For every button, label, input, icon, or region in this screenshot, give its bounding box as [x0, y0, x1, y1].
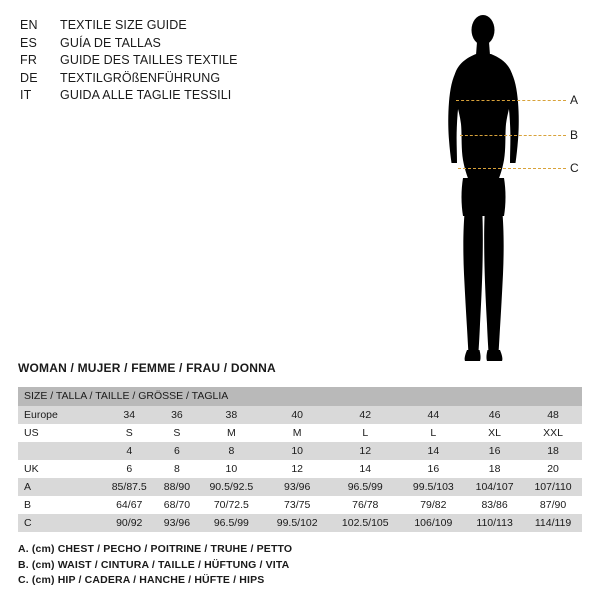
language-title: TEXTILE SIZE GUIDE: [60, 18, 187, 32]
table-row: [18, 424, 582, 442]
cell: 96.5/99: [197, 514, 265, 532]
language-title: GUIDA ALLE TAGLIE TESSILI: [60, 88, 232, 102]
cell: 104/107: [465, 478, 524, 496]
cell: 12: [265, 460, 329, 478]
cell: 90/92: [102, 514, 156, 532]
section-title: WOMAN / MUJER / FEMME / FRAU / DONNA: [18, 361, 276, 375]
cell: 93/96: [156, 514, 197, 532]
cell: 110/113: [465, 514, 524, 532]
language-header-block: [20, 18, 320, 106]
cell: 93/96: [265, 478, 329, 496]
language-code: ES: [20, 35, 38, 50]
cell: 4: [102, 442, 156, 460]
cell: 88/90: [156, 478, 197, 496]
language-row: [20, 88, 320, 106]
footnote-waist: B. (cm) WAIST / CINTURA / TAILLE / HÜFTUNG / VITA: [18, 558, 290, 571]
cell: 34: [102, 406, 156, 424]
row-label: [18, 442, 102, 460]
cell: L: [329, 424, 402, 442]
cell: 73/75: [265, 496, 329, 514]
size-table: [18, 387, 582, 532]
cell: 14: [402, 442, 466, 460]
cell: 48: [524, 406, 582, 424]
cell: 70/72.5: [197, 496, 265, 514]
cell: L: [402, 424, 466, 442]
table-row: [18, 406, 582, 424]
cell: 6: [156, 442, 197, 460]
cell: 12: [329, 442, 402, 460]
table-row: [18, 514, 582, 532]
language-title: GUÍA DE TALLAS: [60, 35, 161, 50]
cell: 18: [524, 442, 582, 460]
cell: 83/86: [465, 496, 524, 514]
language-code: FR: [20, 53, 38, 67]
cell: 79/82: [402, 496, 466, 514]
table-row: [18, 496, 582, 514]
cell: S: [102, 424, 156, 442]
cell: 16: [402, 460, 466, 478]
language-row: [20, 36, 320, 54]
language-title: GUIDE DES TAILLES TEXTILE: [60, 53, 238, 67]
cell: 96.5/99: [329, 478, 402, 496]
cell: M: [197, 424, 265, 442]
cell: 85/87.5: [102, 478, 156, 496]
cell: 14: [329, 460, 402, 478]
table-row: [18, 442, 582, 460]
cell: 106/109: [402, 514, 466, 532]
cell: 64/67: [102, 496, 156, 514]
cell: 10: [197, 460, 265, 478]
footnote-chest: A. (cm) CHEST / PECHO / POITRINE / TRUHE / PETTO: [18, 543, 293, 555]
row-label: US: [18, 424, 102, 442]
cell: 99.5/103: [402, 478, 466, 496]
cell: 20: [524, 460, 582, 478]
cell: 8: [156, 460, 197, 478]
language-title: TEXTILGRÖßENFÜHRUNG: [60, 70, 221, 85]
cell: 16: [465, 442, 524, 460]
row-label: A: [18, 478, 102, 496]
cell: 46: [465, 406, 524, 424]
row-label: Europe: [18, 406, 102, 424]
footnote-hip: C. (cm) HIP / CADERA / HANCHE / HÜFTE / HIPS: [18, 574, 265, 586]
figure-diagram: [430, 8, 590, 368]
footnotes-block: [18, 542, 578, 589]
language-row: [20, 71, 320, 89]
cell: 76/78: [329, 496, 402, 514]
language-code: DE: [20, 70, 38, 85]
cell: 107/110: [524, 478, 582, 496]
cell: XXL: [524, 424, 582, 442]
cell: 90.5/92.5: [197, 478, 265, 496]
language-code: EN: [20, 18, 38, 32]
language-code: IT: [20, 88, 32, 102]
measure-label-a: A: [570, 93, 579, 107]
cell: 8: [197, 442, 265, 460]
row-label: B: [18, 496, 102, 514]
cell: 36: [156, 406, 197, 424]
cell: 40: [265, 406, 329, 424]
measure-label-b: B: [570, 128, 579, 142]
language-row: [20, 18, 320, 36]
language-row: [20, 53, 320, 71]
cell: 10: [265, 442, 329, 460]
cell: 6: [102, 460, 156, 478]
cell: 44: [402, 406, 466, 424]
cell: 38: [197, 406, 265, 424]
cell: 99.5/102: [265, 514, 329, 532]
cell: 68/70: [156, 496, 197, 514]
table-row: [18, 478, 582, 496]
cell: 18: [465, 460, 524, 478]
cell: 42: [329, 406, 402, 424]
row-label: C: [18, 514, 102, 532]
row-label: UK: [18, 460, 102, 478]
cell: 102.5/105: [329, 514, 402, 532]
woman-silhouette-icon: [430, 8, 590, 368]
measure-line-a: [456, 100, 566, 101]
measure-line-b: [460, 135, 566, 136]
measure-label-c: C: [570, 161, 579, 175]
measure-line-c: [458, 168, 566, 169]
cell: M: [265, 424, 329, 442]
table-row: [18, 460, 582, 478]
table-header-row: [18, 387, 582, 406]
cell: S: [156, 424, 197, 442]
cell: 87/90: [524, 496, 582, 514]
cell: 114/119: [524, 514, 582, 532]
table-header-label: SIZE / TALLA / TAILLE / GRÖSSE / TAGLIA: [18, 387, 582, 406]
cell: XL: [465, 424, 524, 442]
